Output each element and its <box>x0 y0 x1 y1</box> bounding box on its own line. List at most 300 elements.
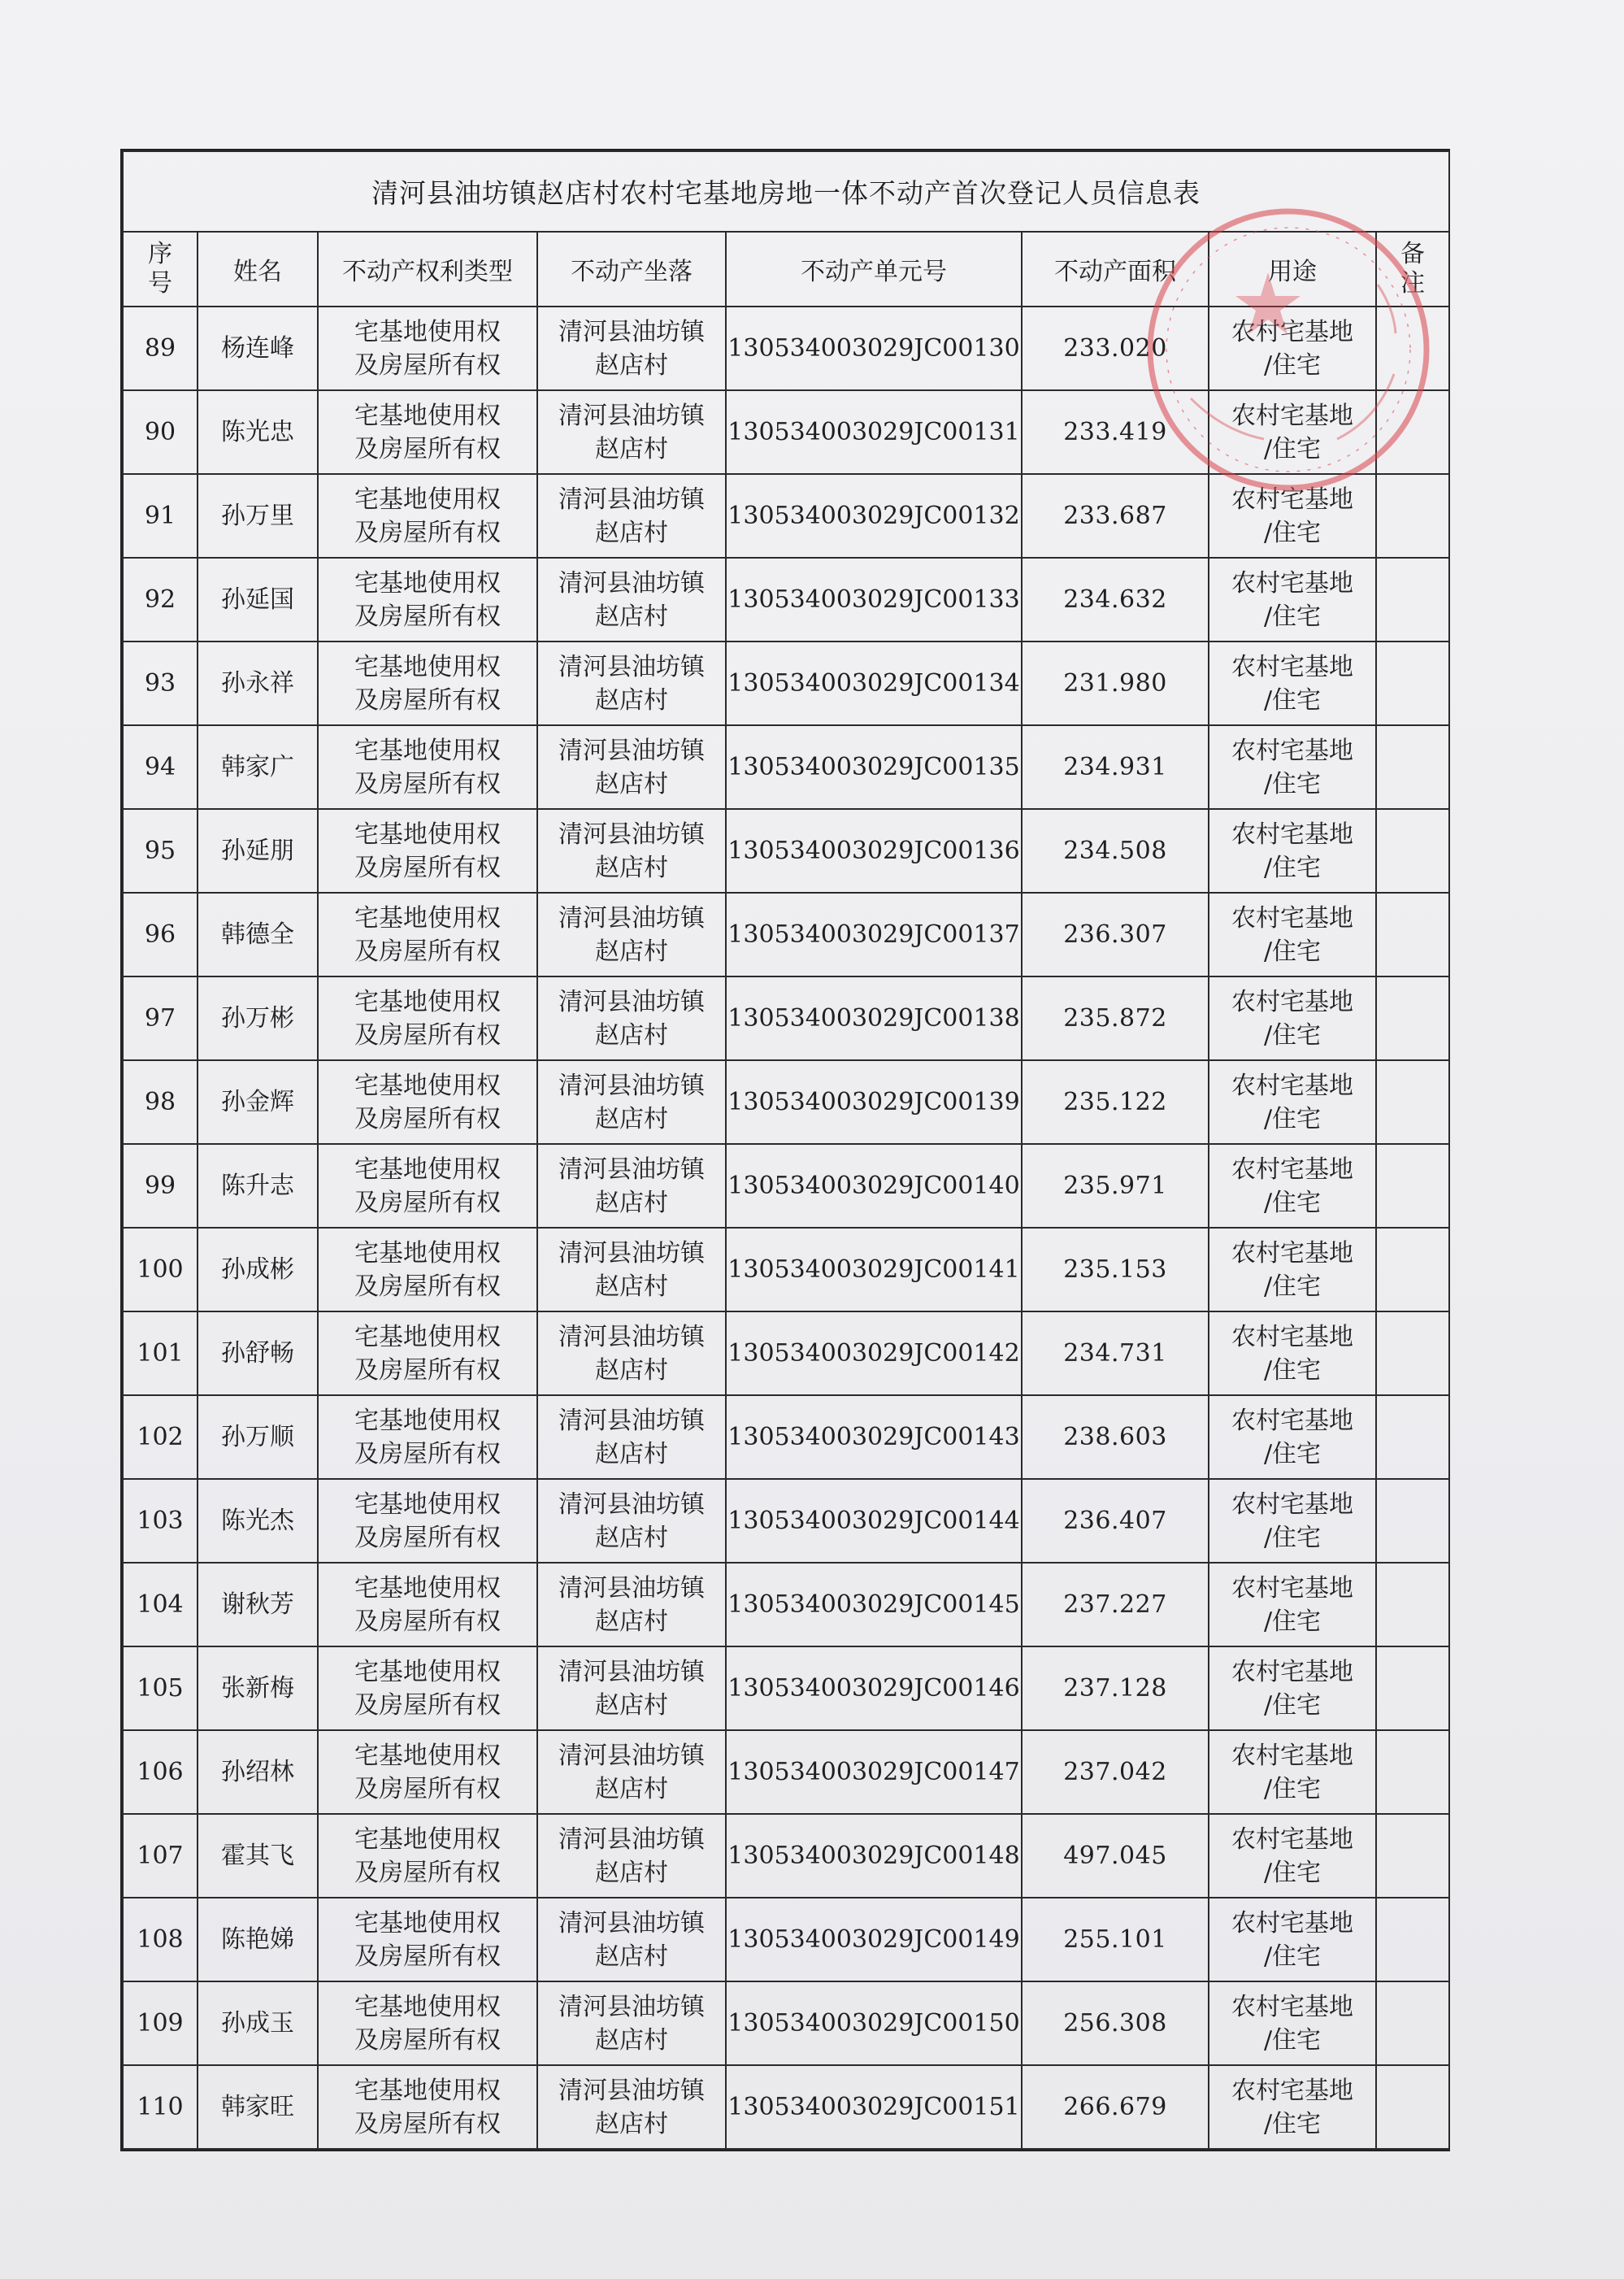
cell-usage <box>1209 390 1376 474</box>
cell-usage <box>1209 1228 1376 1311</box>
cell-right-type <box>318 1814 537 1898</box>
cell-unit-no: 130534003029JC00143 <box>726 1395 1022 1479</box>
cell-unit-no: 130534003029JC00130 <box>726 307 1022 390</box>
cell-location <box>537 1479 726 1563</box>
registry-table <box>122 150 1450 2150</box>
cell-right-type-line: 宅基地使用权 <box>354 1071 501 1100</box>
cell-usage <box>1209 1395 1376 1479</box>
cell-location-line: 赵店村 <box>595 1774 668 1803</box>
table-row <box>123 725 1449 809</box>
cell-right-type-line: 宅基地使用权 <box>354 736 501 765</box>
cell-remark <box>1376 1814 1449 1898</box>
cell-right-type-line: 及房屋所有权 <box>354 2109 501 2138</box>
cell-right-type <box>318 1981 537 2065</box>
cell-usage-line: /住宅 <box>1263 2025 1322 2055</box>
header-row <box>123 232 1449 307</box>
cell-location <box>537 809 726 893</box>
cell-usage-line: 农村宅基地 <box>1231 1573 1353 1603</box>
cell-usage-line: 农村宅基地 <box>1231 2076 1353 2105</box>
cell-remark <box>1376 1060 1449 1144</box>
header-right-type: 不动产权利类型 <box>318 232 537 307</box>
cell-location <box>537 1898 726 1981</box>
cell-name: 韩家广 <box>198 725 318 809</box>
cell-usage-line: /住宅 <box>1263 1858 1322 1887</box>
cell-usage <box>1209 1311 1376 1395</box>
cell-seq: 110 <box>123 2065 198 2149</box>
cell-usage-line: 农村宅基地 <box>1231 1657 1353 1686</box>
cell-seq: 100 <box>123 1228 198 1311</box>
header-remark: 备 注 <box>1376 232 1449 307</box>
table-row <box>123 976 1449 1060</box>
cell-remark <box>1376 1898 1449 1981</box>
cell-name: 孙万顺 <box>198 1395 318 1479</box>
cell-remark <box>1376 976 1449 1060</box>
cell-location-line: 赵店村 <box>595 685 668 715</box>
cell-usage <box>1209 1646 1376 1730</box>
table-row <box>123 1563 1449 1646</box>
cell-area: 497.045 <box>1022 1814 1209 1898</box>
table-row <box>123 642 1449 725</box>
cell-usage-line: 农村宅基地 <box>1231 820 1353 849</box>
cell-location-line: 清河县油坊镇 <box>558 1490 705 1519</box>
cell-area: 235.872 <box>1022 976 1209 1060</box>
cell-area: 256.308 <box>1022 1981 1209 2065</box>
cell-unit-no: 130534003029JC00142 <box>726 1311 1022 1395</box>
cell-usage-line: /住宅 <box>1263 602 1322 631</box>
cell-location <box>537 474 726 558</box>
cell-right-type-line: 及房屋所有权 <box>354 1439 501 1468</box>
cell-unit-no: 130534003029JC00134 <box>726 642 1022 725</box>
cell-usage-line: 农村宅基地 <box>1231 1490 1353 1519</box>
cell-location-line: 赵店村 <box>595 350 668 380</box>
cell-right-type-line: 宅基地使用权 <box>354 1657 501 1686</box>
cell-usage-line: 农村宅基地 <box>1231 317 1353 346</box>
cell-seq: 109 <box>123 1981 198 2065</box>
cell-usage-line: /住宅 <box>1263 769 1322 798</box>
cell-location-line: 赵店村 <box>595 2025 668 2055</box>
cell-name: 孙绍林 <box>198 1730 318 1814</box>
cell-unit-no: 130534003029JC00135 <box>726 725 1022 809</box>
cell-location-line: 赵店村 <box>595 1188 668 1217</box>
table-row <box>123 1228 1449 1311</box>
cell-location-line: 赵店村 <box>595 602 668 631</box>
table-row <box>123 1144 1449 1228</box>
cell-unit-no: 130534003029JC00139 <box>726 1060 1022 1144</box>
cell-right-type-line: 及房屋所有权 <box>354 518 501 547</box>
cell-right-type-line: 宅基地使用权 <box>354 2076 501 2105</box>
cell-location-line: 清河县油坊镇 <box>558 1238 705 1268</box>
cell-name: 孙万里 <box>198 474 318 558</box>
cell-right-type-line: 宅基地使用权 <box>354 485 501 514</box>
cell-location-line: 清河县油坊镇 <box>558 485 705 514</box>
cell-location <box>537 1981 726 2065</box>
cell-location-line: 清河县油坊镇 <box>558 1406 705 1435</box>
cell-usage-line: 农村宅基地 <box>1231 1825 1353 1854</box>
cell-usage <box>1209 1479 1376 1563</box>
cell-unit-no: 130534003029JC00137 <box>726 893 1022 976</box>
cell-area: 236.407 <box>1022 1479 1209 1563</box>
cell-seq: 107 <box>123 1814 198 1898</box>
cell-usage <box>1209 642 1376 725</box>
cell-right-type <box>318 558 537 642</box>
cell-right-type-line: 宅基地使用权 <box>354 652 501 681</box>
cell-location-line: 赵店村 <box>595 1020 668 1050</box>
cell-remark <box>1376 1479 1449 1563</box>
cell-seq: 106 <box>123 1730 198 1814</box>
cell-right-type-line: 宅基地使用权 <box>354 1741 501 1770</box>
cell-name: 陈光杰 <box>198 1479 318 1563</box>
cell-unit-no: 130534003029JC00132 <box>726 474 1022 558</box>
cell-location-line: 赵店村 <box>595 1272 668 1301</box>
cell-remark <box>1376 1981 1449 2065</box>
cell-remark <box>1376 893 1449 976</box>
header-seq: 序 号 <box>123 232 198 307</box>
cell-right-type <box>318 1563 537 1646</box>
cell-name: 杨连峰 <box>198 307 318 390</box>
table-row <box>123 1981 1449 2065</box>
cell-usage-line: /住宅 <box>1263 1439 1322 1468</box>
cell-location-line: 清河县油坊镇 <box>558 2076 705 2105</box>
cell-location-line: 赵店村 <box>595 1104 668 1133</box>
cell-location <box>537 390 726 474</box>
cell-usage-line: /住宅 <box>1263 350 1322 380</box>
cell-right-type-line: 宅基地使用权 <box>354 1908 501 1938</box>
table-row <box>123 1814 1449 1898</box>
cell-right-type-line: 及房屋所有权 <box>354 1690 501 1720</box>
cell-usage-line: 农村宅基地 <box>1231 485 1353 514</box>
cell-right-type-line: 宅基地使用权 <box>354 1406 501 1435</box>
cell-right-type <box>318 893 537 976</box>
cell-right-type-line: 及房屋所有权 <box>354 1104 501 1133</box>
cell-right-type-line: 宅基地使用权 <box>354 987 501 1016</box>
header-name: 姓名 <box>198 232 318 307</box>
cell-location-line: 赵店村 <box>595 1858 668 1887</box>
cell-area: 234.931 <box>1022 725 1209 809</box>
cell-usage-line: /住宅 <box>1263 1272 1322 1301</box>
cell-unit-no: 130534003029JC00133 <box>726 558 1022 642</box>
cell-location-line: 赵店村 <box>595 1607 668 1636</box>
cell-right-type <box>318 1228 537 1311</box>
cell-location-line: 清河县油坊镇 <box>558 1657 705 1686</box>
cell-usage <box>1209 809 1376 893</box>
cell-location-line: 清河县油坊镇 <box>558 736 705 765</box>
cell-remark <box>1376 1730 1449 1814</box>
cell-right-type <box>318 2065 537 2149</box>
cell-remark <box>1376 1311 1449 1395</box>
cell-unit-no: 130534003029JC00151 <box>726 2065 1022 2149</box>
cell-name: 孙成彬 <box>198 1228 318 1311</box>
cell-location-line: 清河县油坊镇 <box>558 1573 705 1603</box>
cell-usage-line: /住宅 <box>1263 434 1322 463</box>
cell-usage <box>1209 1730 1376 1814</box>
cell-remark <box>1376 558 1449 642</box>
cell-right-type-line: 宅基地使用权 <box>354 1573 501 1603</box>
cell-usage <box>1209 1814 1376 1898</box>
cell-seq: 97 <box>123 976 198 1060</box>
cell-usage-line: 农村宅基地 <box>1231 903 1353 933</box>
cell-usage <box>1209 1060 1376 1144</box>
cell-usage-line: /住宅 <box>1263 518 1322 547</box>
cell-usage-line: 农村宅基地 <box>1231 1908 1353 1938</box>
cell-right-type <box>318 1479 537 1563</box>
cell-seq: 101 <box>123 1311 198 1395</box>
cell-name: 孙延朋 <box>198 809 318 893</box>
cell-remark <box>1376 474 1449 558</box>
cell-remark <box>1376 642 1449 725</box>
cell-location-line: 赵店村 <box>595 1690 668 1720</box>
cell-location <box>537 725 726 809</box>
cell-right-type-line: 及房屋所有权 <box>354 1272 501 1301</box>
cell-area: 235.122 <box>1022 1060 1209 1144</box>
cell-unit-no: 130534003029JC00141 <box>726 1228 1022 1311</box>
cell-right-type-line: 宅基地使用权 <box>354 1825 501 1854</box>
cell-usage-line: 农村宅基地 <box>1231 1406 1353 1435</box>
cell-location <box>537 1814 726 1898</box>
cell-name: 孙成玉 <box>198 1981 318 2065</box>
cell-right-type <box>318 474 537 558</box>
cell-right-type <box>318 725 537 809</box>
cell-unit-no: 130534003029JC00145 <box>726 1563 1022 1646</box>
cell-location-line: 赵店村 <box>595 769 668 798</box>
cell-usage-line: 农村宅基地 <box>1231 987 1353 1016</box>
cell-location-line: 赵店村 <box>595 2109 668 2138</box>
cell-remark <box>1376 2065 1449 2149</box>
cell-right-type-line: 宅基地使用权 <box>354 317 501 346</box>
cell-area: 231.980 <box>1022 642 1209 725</box>
table-row <box>123 1479 1449 1563</box>
cell-right-type-line: 宅基地使用权 <box>354 401 501 430</box>
cell-right-type <box>318 1730 537 1814</box>
cell-area: 233.020 <box>1022 307 1209 390</box>
cell-seq: 92 <box>123 558 198 642</box>
cell-area: 237.042 <box>1022 1730 1209 1814</box>
cell-right-type-line: 及房屋所有权 <box>354 769 501 798</box>
cell-right-type-line: 宅基地使用权 <box>354 1490 501 1519</box>
cell-name: 孙金辉 <box>198 1060 318 1144</box>
cell-location <box>537 642 726 725</box>
cell-location <box>537 1646 726 1730</box>
cell-usage-line: 农村宅基地 <box>1231 568 1353 598</box>
cell-location-line: 清河县油坊镇 <box>558 1908 705 1938</box>
cell-usage-line: /住宅 <box>1263 1690 1322 1720</box>
cell-seq: 99 <box>123 1144 198 1228</box>
cell-unit-no: 130534003029JC00150 <box>726 1981 1022 2065</box>
registry-table-frame <box>120 149 1450 2151</box>
cell-location-line: 赵店村 <box>595 1942 668 1971</box>
cell-location-line: 赵店村 <box>595 937 668 966</box>
cell-seq: 90 <box>123 390 198 474</box>
cell-right-type-line: 及房屋所有权 <box>354 1523 501 1552</box>
cell-usage <box>1209 1981 1376 2065</box>
cell-area: 234.731 <box>1022 1311 1209 1395</box>
header-location: 不动产坐落 <box>537 232 726 307</box>
cell-usage-line: 农村宅基地 <box>1231 1322 1353 1351</box>
table-row <box>123 1898 1449 1981</box>
cell-name: 谢秋芳 <box>198 1563 318 1646</box>
cell-usage-line: /住宅 <box>1263 1607 1322 1636</box>
cell-usage-line: 农村宅基地 <box>1231 1155 1353 1184</box>
cell-usage-line: /住宅 <box>1263 1188 1322 1217</box>
cell-right-type-line: 宅基地使用权 <box>354 1322 501 1351</box>
cell-seq: 103 <box>123 1479 198 1563</box>
cell-seq: 102 <box>123 1395 198 1479</box>
cell-right-type <box>318 1060 537 1144</box>
cell-location <box>537 1060 726 1144</box>
header-area: 不动产面积 <box>1022 232 1209 307</box>
cell-right-type-line: 及房屋所有权 <box>354 853 501 882</box>
cell-remark <box>1376 1144 1449 1228</box>
cell-location <box>537 1311 726 1395</box>
cell-remark <box>1376 307 1449 390</box>
cell-remark <box>1376 1395 1449 1479</box>
cell-unit-no: 130534003029JC00146 <box>726 1646 1022 1730</box>
cell-usage <box>1209 558 1376 642</box>
cell-name: 陈光忠 <box>198 390 318 474</box>
cell-location <box>537 1730 726 1814</box>
cell-right-type <box>318 642 537 725</box>
cell-location-line: 清河县油坊镇 <box>558 1322 705 1351</box>
cell-remark <box>1376 1646 1449 1730</box>
cell-remark <box>1376 809 1449 893</box>
cell-name: 陈升志 <box>198 1144 318 1228</box>
cell-area: 237.227 <box>1022 1563 1209 1646</box>
cell-location-line: 清河县油坊镇 <box>558 1741 705 1770</box>
cell-right-type <box>318 1646 537 1730</box>
cell-usage-line: 农村宅基地 <box>1231 401 1353 430</box>
cell-area: 255.101 <box>1022 1898 1209 1981</box>
cell-name: 韩德全 <box>198 893 318 976</box>
table-row <box>123 390 1449 474</box>
cell-usage-line: /住宅 <box>1263 1104 1322 1133</box>
cell-unit-no: 130534003029JC00144 <box>726 1479 1022 1563</box>
cell-unit-no: 130534003029JC00136 <box>726 809 1022 893</box>
cell-usage-line: 农村宅基地 <box>1231 652 1353 681</box>
cell-name: 孙延国 <box>198 558 318 642</box>
cell-unit-no: 130534003029JC00147 <box>726 1730 1022 1814</box>
cell-seq: 96 <box>123 893 198 976</box>
cell-right-type-line: 宅基地使用权 <box>354 1992 501 2021</box>
cell-unit-no: 130534003029JC00131 <box>726 390 1022 474</box>
cell-area: 237.128 <box>1022 1646 1209 1730</box>
cell-seq: 91 <box>123 474 198 558</box>
cell-remark <box>1376 1563 1449 1646</box>
cell-seq: 98 <box>123 1060 198 1144</box>
cell-location-line: 赵店村 <box>595 1355 668 1385</box>
cell-seq: 95 <box>123 809 198 893</box>
cell-usage-line: /住宅 <box>1263 1355 1322 1385</box>
cell-right-type-line: 宅基地使用权 <box>354 1238 501 1268</box>
cell-area: 233.687 <box>1022 474 1209 558</box>
cell-location-line: 清河县油坊镇 <box>558 317 705 346</box>
cell-location-line: 清河县油坊镇 <box>558 1992 705 2021</box>
cell-location-line: 清河县油坊镇 <box>558 568 705 598</box>
cell-right-type-line: 宅基地使用权 <box>354 903 501 933</box>
cell-location <box>537 1144 726 1228</box>
cell-usage <box>1209 1144 1376 1228</box>
cell-usage-line: /住宅 <box>1263 1774 1322 1803</box>
cell-location <box>537 558 726 642</box>
table-row <box>123 809 1449 893</box>
cell-seq: 93 <box>123 642 198 725</box>
cell-area: 238.603 <box>1022 1395 1209 1479</box>
cell-location-line: 清河县油坊镇 <box>558 820 705 849</box>
cell-right-type-line: 及房屋所有权 <box>354 1942 501 1971</box>
cell-usage-line: /住宅 <box>1263 1523 1322 1552</box>
cell-location <box>537 893 726 976</box>
cell-right-type-line: 及房屋所有权 <box>354 434 501 463</box>
cell-right-type-line: 及房屋所有权 <box>354 350 501 380</box>
cell-right-type <box>318 976 537 1060</box>
cell-right-type <box>318 809 537 893</box>
cell-right-type-line: 宅基地使用权 <box>354 568 501 598</box>
cell-unit-no: 130534003029JC00138 <box>726 976 1022 1060</box>
cell-location-line: 清河县油坊镇 <box>558 903 705 933</box>
cell-usage-line: 农村宅基地 <box>1231 1238 1353 1268</box>
cell-usage <box>1209 1898 1376 1981</box>
cell-area: 235.153 <box>1022 1228 1209 1311</box>
header-usage: 用途 <box>1209 232 1376 307</box>
cell-right-type-line: 及房屋所有权 <box>354 1020 501 1050</box>
cell-location-line: 清河县油坊镇 <box>558 401 705 430</box>
cell-area: 233.419 <box>1022 390 1209 474</box>
cell-right-type-line: 及房屋所有权 <box>354 602 501 631</box>
cell-usage <box>1209 474 1376 558</box>
cell-name: 霍其飞 <box>198 1814 318 1898</box>
cell-right-type-line: 及房屋所有权 <box>354 1858 501 1887</box>
table-row <box>123 2065 1449 2149</box>
cell-area: 234.632 <box>1022 558 1209 642</box>
cell-location-line: 清河县油坊镇 <box>558 652 705 681</box>
cell-unit-no: 130534003029JC00149 <box>726 1898 1022 1981</box>
table-row <box>123 1060 1449 1144</box>
cell-location <box>537 2065 726 2149</box>
header-unit-no: 不动产单元号 <box>726 232 1022 307</box>
cell-right-type <box>318 1311 537 1395</box>
cell-right-type-line: 及房屋所有权 <box>354 1355 501 1385</box>
cell-location <box>537 1228 726 1311</box>
cell-usage-line: /住宅 <box>1263 685 1322 715</box>
cell-name: 孙万彬 <box>198 976 318 1060</box>
table-row <box>123 1730 1449 1814</box>
table-title: 清河县油坊镇赵店村农村宅基地房地一体不动产首次登记人员信息表 <box>123 151 1449 232</box>
cell-location-line: 赵店村 <box>595 518 668 547</box>
cell-right-type <box>318 1144 537 1228</box>
cell-seq: 105 <box>123 1646 198 1730</box>
table-row <box>123 1311 1449 1395</box>
cell-usage-line: /住宅 <box>1263 1020 1322 1050</box>
cell-location-line: 清河县油坊镇 <box>558 1071 705 1100</box>
cell-right-type-line: 及房屋所有权 <box>354 2025 501 2055</box>
cell-right-type <box>318 1898 537 1981</box>
cell-seq: 108 <box>123 1898 198 1981</box>
cell-area: 266.679 <box>1022 2065 1209 2149</box>
cell-area: 236.307 <box>1022 893 1209 976</box>
cell-right-type <box>318 1395 537 1479</box>
cell-area: 235.971 <box>1022 1144 1209 1228</box>
cell-usage-line: 农村宅基地 <box>1231 1741 1353 1770</box>
cell-usage-line: /住宅 <box>1263 937 1322 966</box>
cell-location-line: 清河县油坊镇 <box>558 987 705 1016</box>
cell-right-type-line: 及房屋所有权 <box>354 1607 501 1636</box>
cell-remark <box>1376 390 1449 474</box>
cell-location <box>537 1395 726 1479</box>
cell-usage <box>1209 2065 1376 2149</box>
cell-usage <box>1209 725 1376 809</box>
cell-right-type <box>318 390 537 474</box>
cell-location-line: 赵店村 <box>595 434 668 463</box>
cell-location <box>537 1563 726 1646</box>
cell-name: 孙舒畅 <box>198 1311 318 1395</box>
